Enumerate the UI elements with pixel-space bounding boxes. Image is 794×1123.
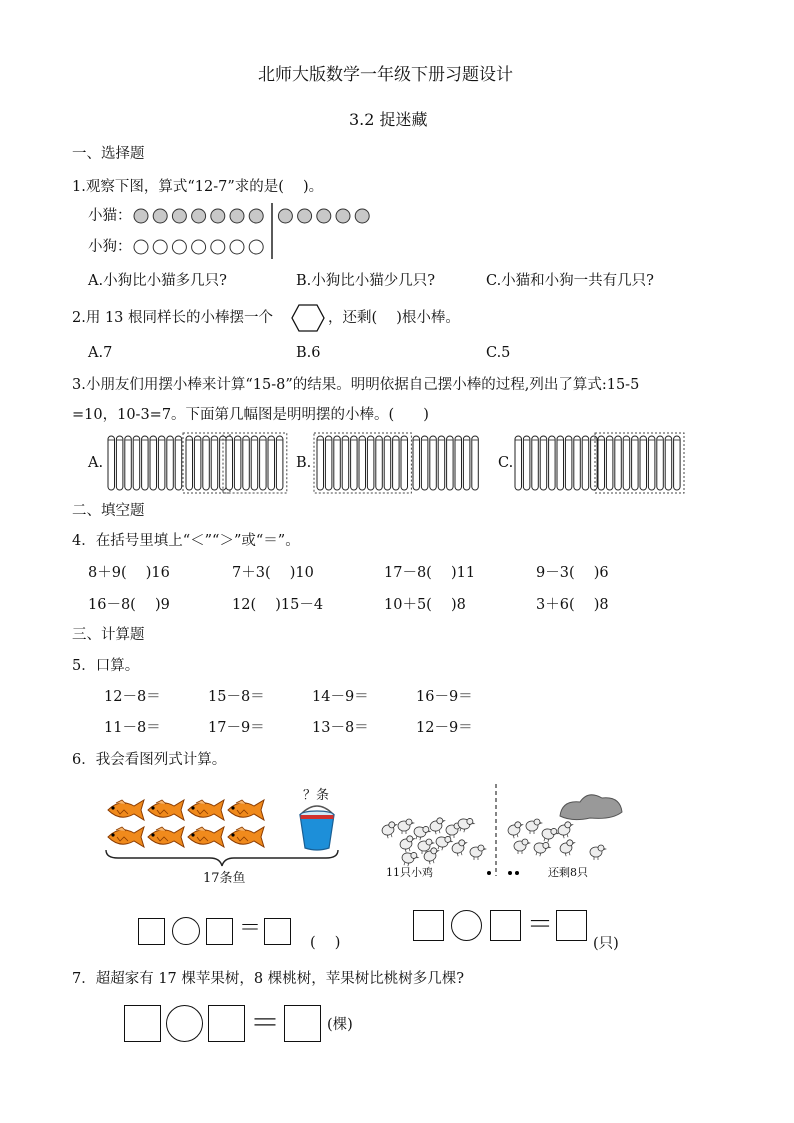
q7-equals: ＝ (250, 1006, 280, 1041)
q6-right-result-box[interactable] (556, 910, 587, 941)
q4-stem: 4．在括号里填上“＜”“＞”或“＝”。 (72, 533, 300, 549)
section-heading-fill: 二、填空题 (72, 503, 145, 519)
q2-option-b: B.6 (296, 345, 321, 361)
q1-label-cat: 小猫： (88, 208, 132, 224)
q4-item: 12( )15－4 (232, 597, 324, 613)
section-heading-calc: 三、计算题 (72, 627, 145, 643)
q5-item: 15－8＝ (208, 689, 265, 705)
q4-item: 10＋5( )8 (384, 597, 466, 613)
q7-unit: (棵) (327, 1017, 353, 1033)
dot-mark (515, 871, 519, 875)
q4-item: 7＋3( )10 (232, 565, 314, 581)
q4-item: 17－8( )11 (384, 565, 476, 581)
q1-option-a: A.小狗比小猫多几只? (88, 273, 227, 289)
chick (470, 845, 487, 860)
q6-left-answer-box-2[interactable] (206, 918, 233, 945)
q1-option-b: B.小狗比小猫少几只? (296, 273, 436, 289)
rock-icon (560, 795, 622, 820)
chick (380, 820, 400, 839)
q1-stem: 1.观察下图，算式“12-7”求的是( )。 (72, 179, 324, 195)
dot-mark (487, 871, 491, 875)
q3-label-c: C. (498, 455, 514, 471)
q1-option-c: C.小猫和小狗一共有几只? (486, 273, 654, 289)
q2-option-c: C.5 (486, 345, 511, 361)
chick (398, 834, 418, 853)
section-heading-choice: 一、选择题 (72, 146, 145, 162)
q2-stem-after: ，还剩( )根小棒。 (328, 310, 460, 326)
chick (514, 839, 531, 854)
q6-bucket-label: ？条 (303, 788, 330, 803)
q5-item: 12－8＝ (104, 689, 161, 705)
q3-stem-line2: =10，10-3=7。下面第几幅图是明明摆的小棒。( ) (72, 407, 429, 423)
q4-item: 9－3( )6 (536, 565, 609, 581)
q7-result-box[interactable] (284, 1005, 321, 1042)
q6-brace-label: 17条鱼 (203, 871, 246, 886)
q3-label-b: B. (296, 455, 312, 471)
q5-item: 16－9＝ (416, 689, 473, 705)
q5-item: 11－8＝ (104, 720, 161, 736)
q4-item: 3＋6( )8 (536, 597, 609, 613)
chick (526, 819, 543, 834)
chick (540, 826, 560, 845)
chick (590, 845, 607, 860)
q5-item: 12－9＝ (416, 720, 473, 736)
q6-left-unit: ( ) (310, 935, 341, 951)
q6-right-answer-box-1[interactable] (413, 910, 444, 941)
q2-option-a: A.7 (88, 345, 113, 361)
q6-left-answer-box-1[interactable] (138, 918, 165, 945)
q5-stem: 5．口算。 (72, 658, 140, 674)
chick (558, 838, 578, 857)
q1-label-dog: 小狗： (88, 239, 132, 255)
q5-item: 14－9＝ (312, 689, 369, 705)
q6-left-equals: ＝ (239, 916, 262, 941)
q4-item: 8＋9( )16 (88, 565, 170, 581)
chick (434, 834, 454, 853)
q5-item: 13－8＝ (312, 720, 369, 736)
chick (456, 816, 476, 835)
q6-right-operator-circle[interactable] (451, 910, 482, 941)
chick (398, 819, 415, 834)
dot-mark (508, 871, 512, 875)
q6-left-operator-circle[interactable] (172, 917, 200, 945)
q2-stem-before: 2.用 13 根同样长的小棒摆一个 (72, 310, 274, 326)
q7-answer-box-1[interactable] (124, 1005, 161, 1042)
chick (506, 820, 526, 839)
q6-chick-left-label: 11只小鸡 (386, 866, 433, 879)
page-title: 北师大版数学一年级下册习题设计 (258, 65, 513, 85)
q7-stem: 7．超超家有 17 棵苹果树，8 棵桃树，苹果树比桃树多几棵? (72, 971, 465, 987)
q4-item: 16－8( )9 (88, 597, 170, 613)
q5-item: 17－9＝ (208, 720, 265, 736)
q6-chick-right-label: 还剩8只 (548, 866, 588, 879)
q6-left-result-box[interactable] (264, 918, 291, 945)
q6-stem: 6．我会看图列式计算。 (72, 752, 227, 768)
q6-right-equals: ＝ (527, 910, 554, 940)
q7-operator-circle[interactable] (166, 1005, 203, 1042)
chick (428, 816, 448, 835)
q6-right-answer-box-2[interactable] (490, 910, 521, 941)
q7-answer-box-2[interactable] (208, 1005, 245, 1042)
chick (556, 820, 576, 839)
q3-label-a: A. (88, 455, 104, 471)
chick (532, 840, 552, 859)
q6-right-unit: (只) (593, 936, 619, 952)
chick (450, 838, 470, 857)
q3-stem-line1: 3.小朋友们用摆小棒来计算“15-8”的结果。明明依据自己摆小棒的过程,列出了算式:15-5 (72, 377, 640, 393)
lesson-title: 3.2 捉迷藏 (349, 110, 428, 129)
